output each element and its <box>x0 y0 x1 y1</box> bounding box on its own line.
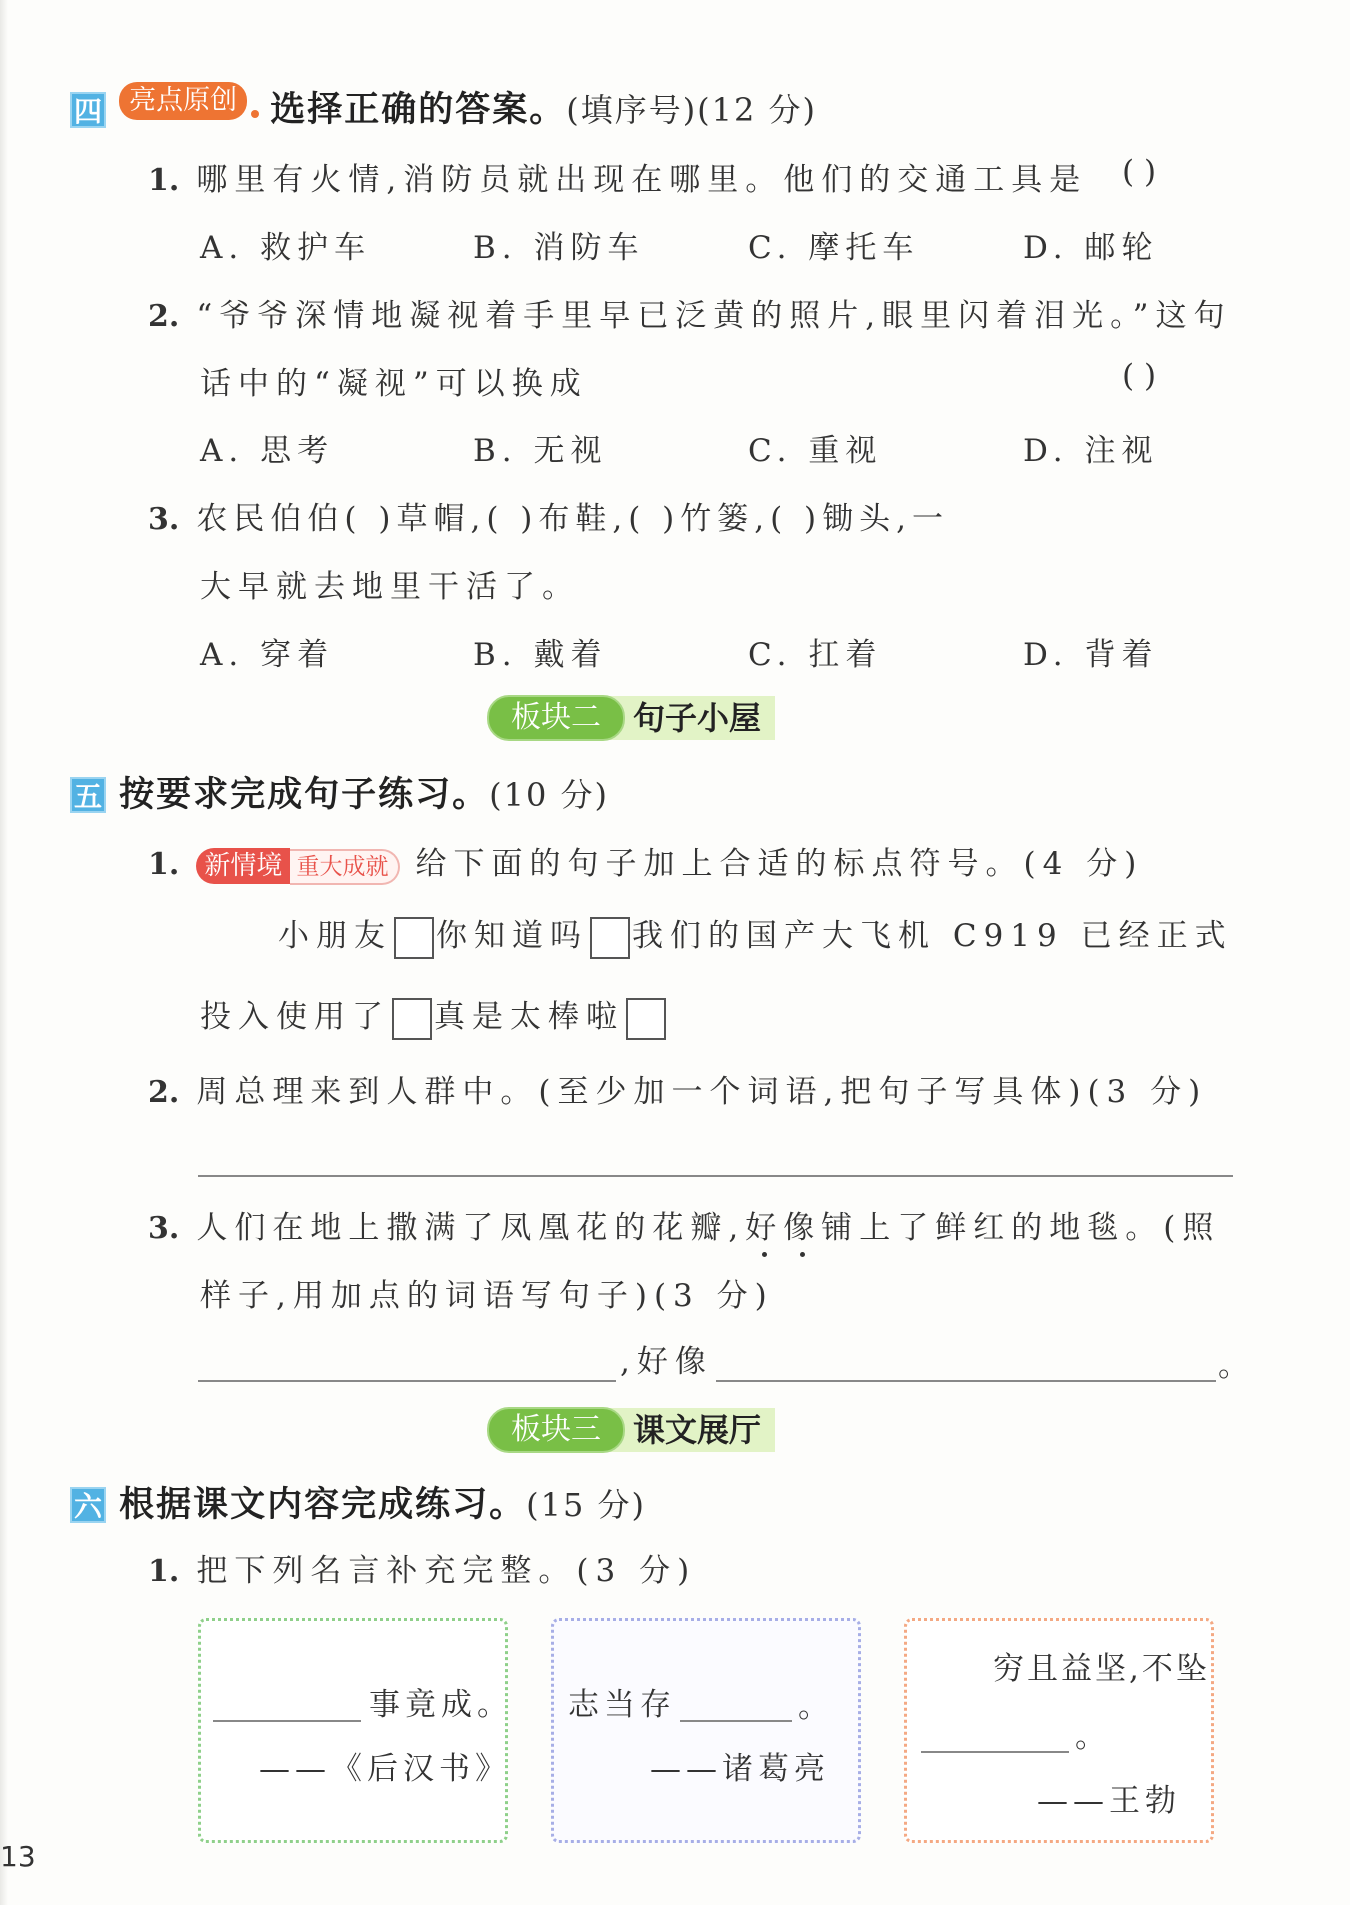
s5-q1-stem <box>148 838 1143 885</box>
quote-text: 事竟成。 <box>369 1687 513 1723</box>
option-c: C. 扛着 <box>748 637 883 673</box>
question-number: 3. <box>148 502 180 537</box>
quote-end: 。 <box>798 1689 834 1725</box>
quote-source: ——王勃 <box>1037 1783 1181 1819</box>
sentence-part-2: 你知道吗 <box>436 918 588 954</box>
quote-source: ——《后汉书》 <box>259 1751 511 1787</box>
quote-end: 。 <box>1075 1719 1111 1755</box>
question-number: 1. <box>148 847 180 882</box>
block-2-label: 板块二 <box>487 695 625 741</box>
dotted-char-hao: 好 <box>745 1202 783 1247</box>
section-6-badge: 六 <box>70 1487 106 1523</box>
question-text-line2: 话中的“凝视”可以换成 <box>200 366 588 402</box>
sentence-part-1: 小朋友 <box>278 918 392 954</box>
option-a: A. 救护车 <box>200 230 372 266</box>
question-text-line2: 大早就去地里干活了。 <box>200 569 580 605</box>
question-text-line1: “爷爷深情地凝视着手里早已泛黄的照片,眼里闪着泪光。”这句 <box>196 298 1232 334</box>
option-b: B. 戴着 <box>473 637 608 673</box>
question-text: 把下列名言补充完整。(3 分) <box>196 1553 697 1589</box>
answer-line-2[interactable] <box>716 1380 1216 1382</box>
dotted-char-xiang: 像 <box>783 1202 821 1247</box>
section-6-header <box>70 1477 646 1527</box>
section-4-badge: 四 <box>70 92 106 128</box>
sentence-part-5: 真是太棒啦 <box>434 999 624 1035</box>
quote-card-3 <box>904 1618 1214 1843</box>
punctuation-box-4[interactable] <box>626 998 666 1040</box>
section-5-header <box>70 767 609 817</box>
s4-q3-stem <box>148 493 949 538</box>
tag-dot-icon <box>251 110 259 118</box>
punctuation-box-2[interactable] <box>590 917 630 959</box>
question-number: 1. <box>148 163 180 198</box>
question-text-line2: 样子,用加点的词语写句子)(3 分) <box>200 1278 774 1314</box>
answer-end-period: 。 <box>1218 1348 1256 1384</box>
s4-q1-stem <box>148 154 1087 199</box>
blank-line[interactable] <box>921 1751 1069 1753</box>
new-context-tag: 新情境 <box>196 848 290 884</box>
option-d: D. 注视 <box>1023 433 1159 469</box>
option-a: A. 思考 <box>200 433 335 469</box>
question-text-after: 铺上了鲜红的地毯。(照 <box>821 1210 1221 1246</box>
answer-line[interactable] <box>198 1175 1233 1177</box>
answer-connector: ,好像 <box>620 1344 713 1380</box>
option-b: B. 无视 <box>473 433 608 469</box>
s5-q2-stem <box>148 1066 1207 1111</box>
option-c: C. 重视 <box>748 433 883 469</box>
question-text-line1[interactable]: 农民伯伯( )草帽,( )布鞋,( )竹篓,( )锄头,一 <box>196 501 950 537</box>
answer-line-1[interactable] <box>198 1380 616 1382</box>
option-b: B. 消防车 <box>473 230 645 266</box>
section-5-badge: 五 <box>70 777 106 813</box>
s4-q2-stem <box>148 290 1231 335</box>
quote-card-2 <box>551 1618 861 1843</box>
sentence-part-3: 我们的国产大飞机 C919 已经正式 <box>632 918 1233 954</box>
s6-q1-stem <box>148 1545 696 1590</box>
option-d: D. 背着 <box>1023 637 1159 673</box>
question-text: 哪里有火情,消防员就出现在哪里。他们的交通工具是 <box>196 162 1088 198</box>
s5-q3-stem <box>148 1202 1220 1247</box>
block-2-title: 句子小屋 <box>603 696 775 740</box>
question-number: 2. <box>148 1075 180 1110</box>
question-text-before: 人们在地上撒满了凤凰花的花瓣, <box>196 1210 746 1246</box>
section-5-title: 按要求完成句子练习。 <box>119 775 490 815</box>
punctuation-box-3[interactable] <box>392 998 432 1040</box>
block-3-banner <box>487 1408 775 1452</box>
page-edge <box>0 0 8 1905</box>
section-4-title: 选择正确的答案。 <box>270 90 567 130</box>
section-5-points: (10 分) <box>489 776 609 814</box>
section-4-points: (填序号)(12 分) <box>566 91 818 129</box>
question-number: 3. <box>148 1211 180 1246</box>
highlight-original-tag: 亮点原创 <box>119 82 247 120</box>
option-a: A. 穿着 <box>200 637 335 673</box>
block-3-label: 板块三 <box>487 1407 625 1453</box>
quote-text: 穷且益坚,不坠 <box>993 1651 1210 1687</box>
answer-paren[interactable]: ( ) <box>1122 154 1157 190</box>
quote-card-1 <box>198 1618 513 1843</box>
question-number: 1. <box>148 1554 180 1589</box>
section-6-title: 根据课文内容完成练习。 <box>119 1485 527 1525</box>
section-6-points: (15 分) <box>526 1486 646 1524</box>
blank-line[interactable] <box>213 1720 361 1722</box>
quote-source: ——诸葛亮 <box>650 1751 830 1787</box>
punctuation-sentence-line1 <box>278 910 1233 959</box>
question-number: 2. <box>148 299 180 334</box>
quote-text: 志当存 <box>568 1687 676 1723</box>
punctuation-sentence-line2 <box>200 991 668 1040</box>
block-2-banner <box>487 696 775 740</box>
answer-paren[interactable]: ( ) <box>1122 358 1157 394</box>
question-text: 周总理来到人群中。(至少加一个词语,把句子写具体)(3 分) <box>196 1074 1208 1110</box>
block-3-title: 课文展厅 <box>603 1408 775 1452</box>
major-achievement-tag: 重大成就 <box>290 849 400 885</box>
section-4-header <box>70 82 817 132</box>
punctuation-box-1[interactable] <box>394 917 434 959</box>
blank-line[interactable] <box>680 1720 792 1722</box>
option-d: D. 邮轮 <box>1023 230 1159 266</box>
question-text: 给下面的句子加上合适的标点符号。(4 分) <box>415 846 1144 882</box>
page-number: 13 <box>0 1840 36 1873</box>
sentence-part-4: 投入使用了 <box>200 999 390 1035</box>
option-c: C. 摩托车 <box>748 230 920 266</box>
